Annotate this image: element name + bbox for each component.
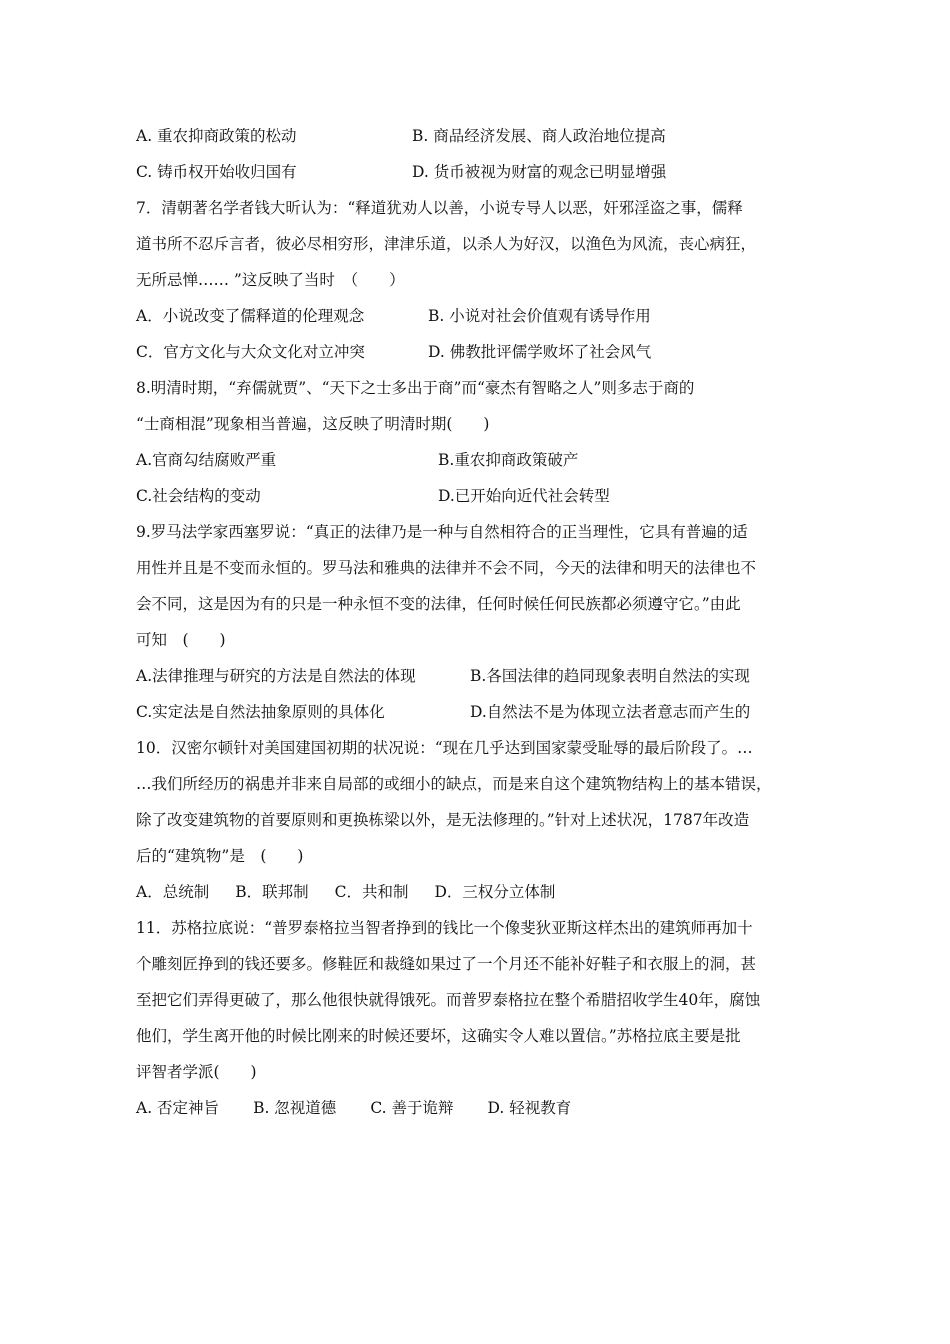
q8-options-row-2 bbox=[136, 478, 826, 514]
q10-stem-line: 后的“建筑物”是 ( ) bbox=[136, 847, 304, 865]
q8-stem-line: “士商相混”现象相当普遍，这反映了明清时期( ) bbox=[136, 415, 490, 433]
q7-option-a: A．小说改变了儒释道的伦理观念 bbox=[136, 307, 365, 325]
q8-option-b: B.重农抑商政策破产 bbox=[438, 451, 579, 469]
q11-stem-line: 至把它们弄得更破了，那么他很快就得饿死。而普罗泰格拉在整个希腊招收学生40年，腐蚀 bbox=[136, 991, 761, 1009]
q10-option-b: B．联邦制 bbox=[235, 883, 309, 901]
q9-stem-line: 9.罗马法学家西塞罗说：“真正的法律乃是一种与自然相符合的正当理性，它具有普遍的适 bbox=[136, 523, 748, 541]
question-8 bbox=[136, 370, 826, 514]
q6-option-d: D. 货币被视为财富的观念已明显增强 bbox=[412, 163, 667, 181]
q7-options-row-1 bbox=[136, 298, 826, 334]
q7-stem-line: 7．清朝著名学者钱大昕认为：“释道犹劝人以善，小说专导人以恶，奸邪淫盗之事，儒释 bbox=[136, 199, 743, 217]
q8-option-c: C.社会结构的变动 bbox=[136, 487, 261, 505]
q9-stem-line: 用性并且是不变而永恒的。罗马法和雅典的法律并不会不同，今天的法律和明天的法律也不 bbox=[136, 559, 757, 577]
q10-stem-line: 除了改变建筑物的首要原则和更换栋梁以外，是无法修理的。”针对上述状况，1787年改造 bbox=[136, 811, 750, 829]
q10-options-row bbox=[136, 874, 826, 910]
question-10 bbox=[136, 730, 826, 910]
question-11 bbox=[136, 910, 826, 1126]
q11-option-c: C. 善于诡辩 bbox=[370, 1099, 454, 1117]
q6-option-b: B. 商品经济发展、商人政治地位提高 bbox=[412, 127, 666, 145]
q7-option-d: D. 佛教批评儒学败坏了社会风气 bbox=[428, 343, 652, 361]
q9-stem-line: 会不同，这是因为有的只是一种永恒不变的法律，任何时候任何民族都必须遵守它。”由此 bbox=[136, 595, 741, 613]
q7-option-c: C．官方文化与大众文化对立冲突 bbox=[136, 343, 365, 361]
q7-option-b: B. 小说对社会价值观有诱导作用 bbox=[428, 307, 651, 325]
q11-stem-line: 个雕刻匠挣到的钱还要多。修鞋匠和裁缝如果过了一个月还不能补好鞋子和衣服上的洞，甚 bbox=[136, 955, 757, 973]
q8-options-row-1 bbox=[136, 442, 826, 478]
q6-options-row-1 bbox=[136, 118, 826, 154]
q11-option-a: A. 否定神旨 bbox=[136, 1099, 220, 1117]
q6-option-c: C. 铸币权开始收归国有 bbox=[136, 163, 297, 181]
q10-stem-line: …我们所经历的祸患并非来自局部的或细小的缺点，而是来自这个建筑物结构上的基本错误， bbox=[136, 775, 772, 793]
q6-options-row-2 bbox=[136, 154, 826, 190]
q11-stem-line: 评智者学派( ) bbox=[136, 1063, 257, 1081]
q11-option-b: B. 忽视道德 bbox=[253, 1099, 337, 1117]
exam-page bbox=[136, 118, 826, 1126]
question-9 bbox=[136, 514, 826, 730]
q8-option-d: D.已开始向近代社会转型 bbox=[438, 487, 610, 505]
q9-option-c: C.实定法是自然法抽象原则的具体化 bbox=[136, 703, 385, 721]
q9-stem-line: 可知 ( ) bbox=[136, 631, 226, 649]
q8-option-a: A.官商勾结腐败严重 bbox=[136, 451, 277, 469]
q11-stem-line: 11．苏格拉底说：“普罗泰格拉当智者挣到的钱比一个像斐狄亚斯这样杰出的建筑师再加十 bbox=[136, 919, 753, 937]
q11-option-d: D. 轻视教育 bbox=[487, 1099, 572, 1117]
q8-stem-line: 8.明清时期，“弃儒就贾”、“天下之士多出于商”而“豪杰有智略之人”则多志于商的 bbox=[136, 379, 695, 397]
q10-option-c: C．共和制 bbox=[334, 883, 409, 901]
question-7 bbox=[136, 190, 826, 370]
q7-options-row-2 bbox=[136, 334, 826, 370]
q9-option-d: D.自然法不是为体现立法者意志而产生的 bbox=[470, 703, 751, 721]
q10-option-a: A．总统制 bbox=[136, 883, 210, 901]
q9-option-b: B.各国法律的趋同现象表明自然法的实现 bbox=[470, 667, 750, 685]
q6-option-a: A. 重农抑商政策的松动 bbox=[136, 127, 297, 145]
q11-options-row bbox=[136, 1090, 826, 1126]
q9-options-row-2 bbox=[136, 694, 826, 730]
q7-stem-line: 道书所不忍斥言者，彼必尽相穷形，津津乐道，以杀人为好汉，以渔色为风流，丧心病狂， bbox=[136, 235, 757, 253]
q9-option-a: A.法律推理与研究的方法是自然法的体现 bbox=[136, 667, 416, 685]
q11-stem-line: 他们，学生离开他的时候比刚来的时候还要坏，这确实令人难以置信。”苏格拉底主要是批 bbox=[136, 1027, 741, 1045]
q10-stem-line: 10．汉密尔顿针对美国建国初期的状况说：“现在几乎达到国家蒙受耻辱的最后阶段了。… bbox=[136, 739, 753, 757]
q10-option-d: D．三权分立体制 bbox=[434, 883, 556, 901]
q9-options-row-1 bbox=[136, 658, 826, 694]
q7-stem-line: 无所忌惮…… ”这反映了当时 （ ） bbox=[136, 271, 405, 289]
